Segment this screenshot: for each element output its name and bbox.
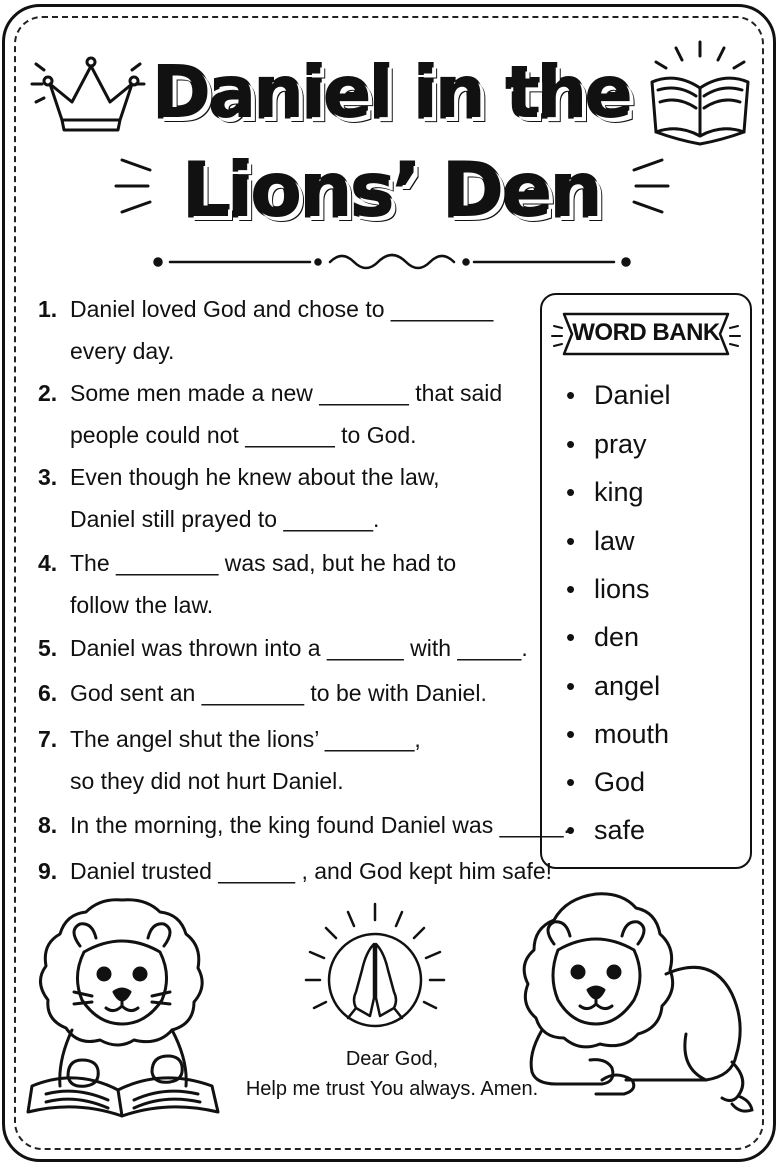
question-number: 3.	[38, 464, 58, 490]
question-9	[38, 850, 552, 892]
question-text-cont: follow the law.	[70, 592, 214, 618]
word-bank-item: • law	[570, 526, 635, 557]
question-text-cont: so they did not hurt Daniel.	[70, 768, 344, 794]
question-text: Daniel loved God and chose to ________	[70, 296, 494, 322]
question-text-cont: Daniel still prayed to _______.	[70, 506, 380, 532]
word-bank-item: • den	[570, 622, 639, 653]
question-number: 7.	[38, 726, 58, 752]
word-bank-item: • mouth	[570, 719, 669, 750]
word-bank-item: • angel	[570, 671, 660, 702]
question-number: 4.	[38, 550, 58, 576]
question-text: Daniel was thrown into a ______ with _____.	[70, 635, 528, 661]
question-number: 5.	[38, 635, 58, 661]
question-text: The ________ was sad, but he had to	[70, 550, 457, 576]
question-text: In the morning, the king found Daniel was _____.	[70, 812, 570, 838]
prayer-line-2: Help me trust You always. Amen.	[245, 1078, 539, 1100]
word-bank-title: WORD BANK	[572, 319, 720, 346]
question-2	[38, 372, 502, 456]
title-line-1: Daniel in the	[153, 52, 631, 134]
lion-reading-icon	[22, 890, 228, 1126]
word-bank-item: • pray	[570, 429, 647, 460]
question-8	[38, 804, 570, 846]
prayer-line-1: Dear God,	[345, 1048, 439, 1070]
question-text: Daniel trusted ______ , and God kept him safe!	[70, 858, 553, 884]
word-bank-item: • lions	[570, 574, 650, 605]
word-bank-item: • God	[570, 767, 645, 798]
question-7	[38, 718, 421, 802]
word-bank-item: • Daniel	[570, 380, 671, 411]
question-number: 2.	[38, 380, 58, 406]
question-number: 6.	[38, 680, 58, 706]
question-text: Some men made a new _______ that said	[70, 380, 503, 406]
question-number: 9.	[38, 858, 58, 884]
question-number: 1.	[38, 296, 58, 322]
question-3	[38, 456, 440, 540]
word-bank-item: • safe	[570, 815, 645, 846]
question-5	[38, 627, 528, 669]
question-text: The angel shut the lions’ _______,	[70, 726, 421, 752]
question-1	[38, 288, 493, 372]
flourish-divider	[150, 248, 634, 276]
question-text: Even though he knew about the law,	[70, 464, 440, 490]
question-number: 8.	[38, 812, 58, 838]
word-bank-item: • king	[570, 477, 644, 508]
question-text: God sent an ________ to be with Daniel.	[70, 680, 487, 706]
question-6	[38, 672, 487, 714]
praying-hands-icon	[300, 900, 450, 1040]
title-line-2: Lions’ Den	[182, 148, 602, 234]
question-4	[38, 542, 456, 626]
word-bank-header	[550, 310, 742, 358]
question-text-cont: every day.	[70, 338, 175, 364]
lion-lying-icon	[506, 884, 762, 1116]
question-text-cont: people could not _______ to God.	[70, 422, 417, 448]
